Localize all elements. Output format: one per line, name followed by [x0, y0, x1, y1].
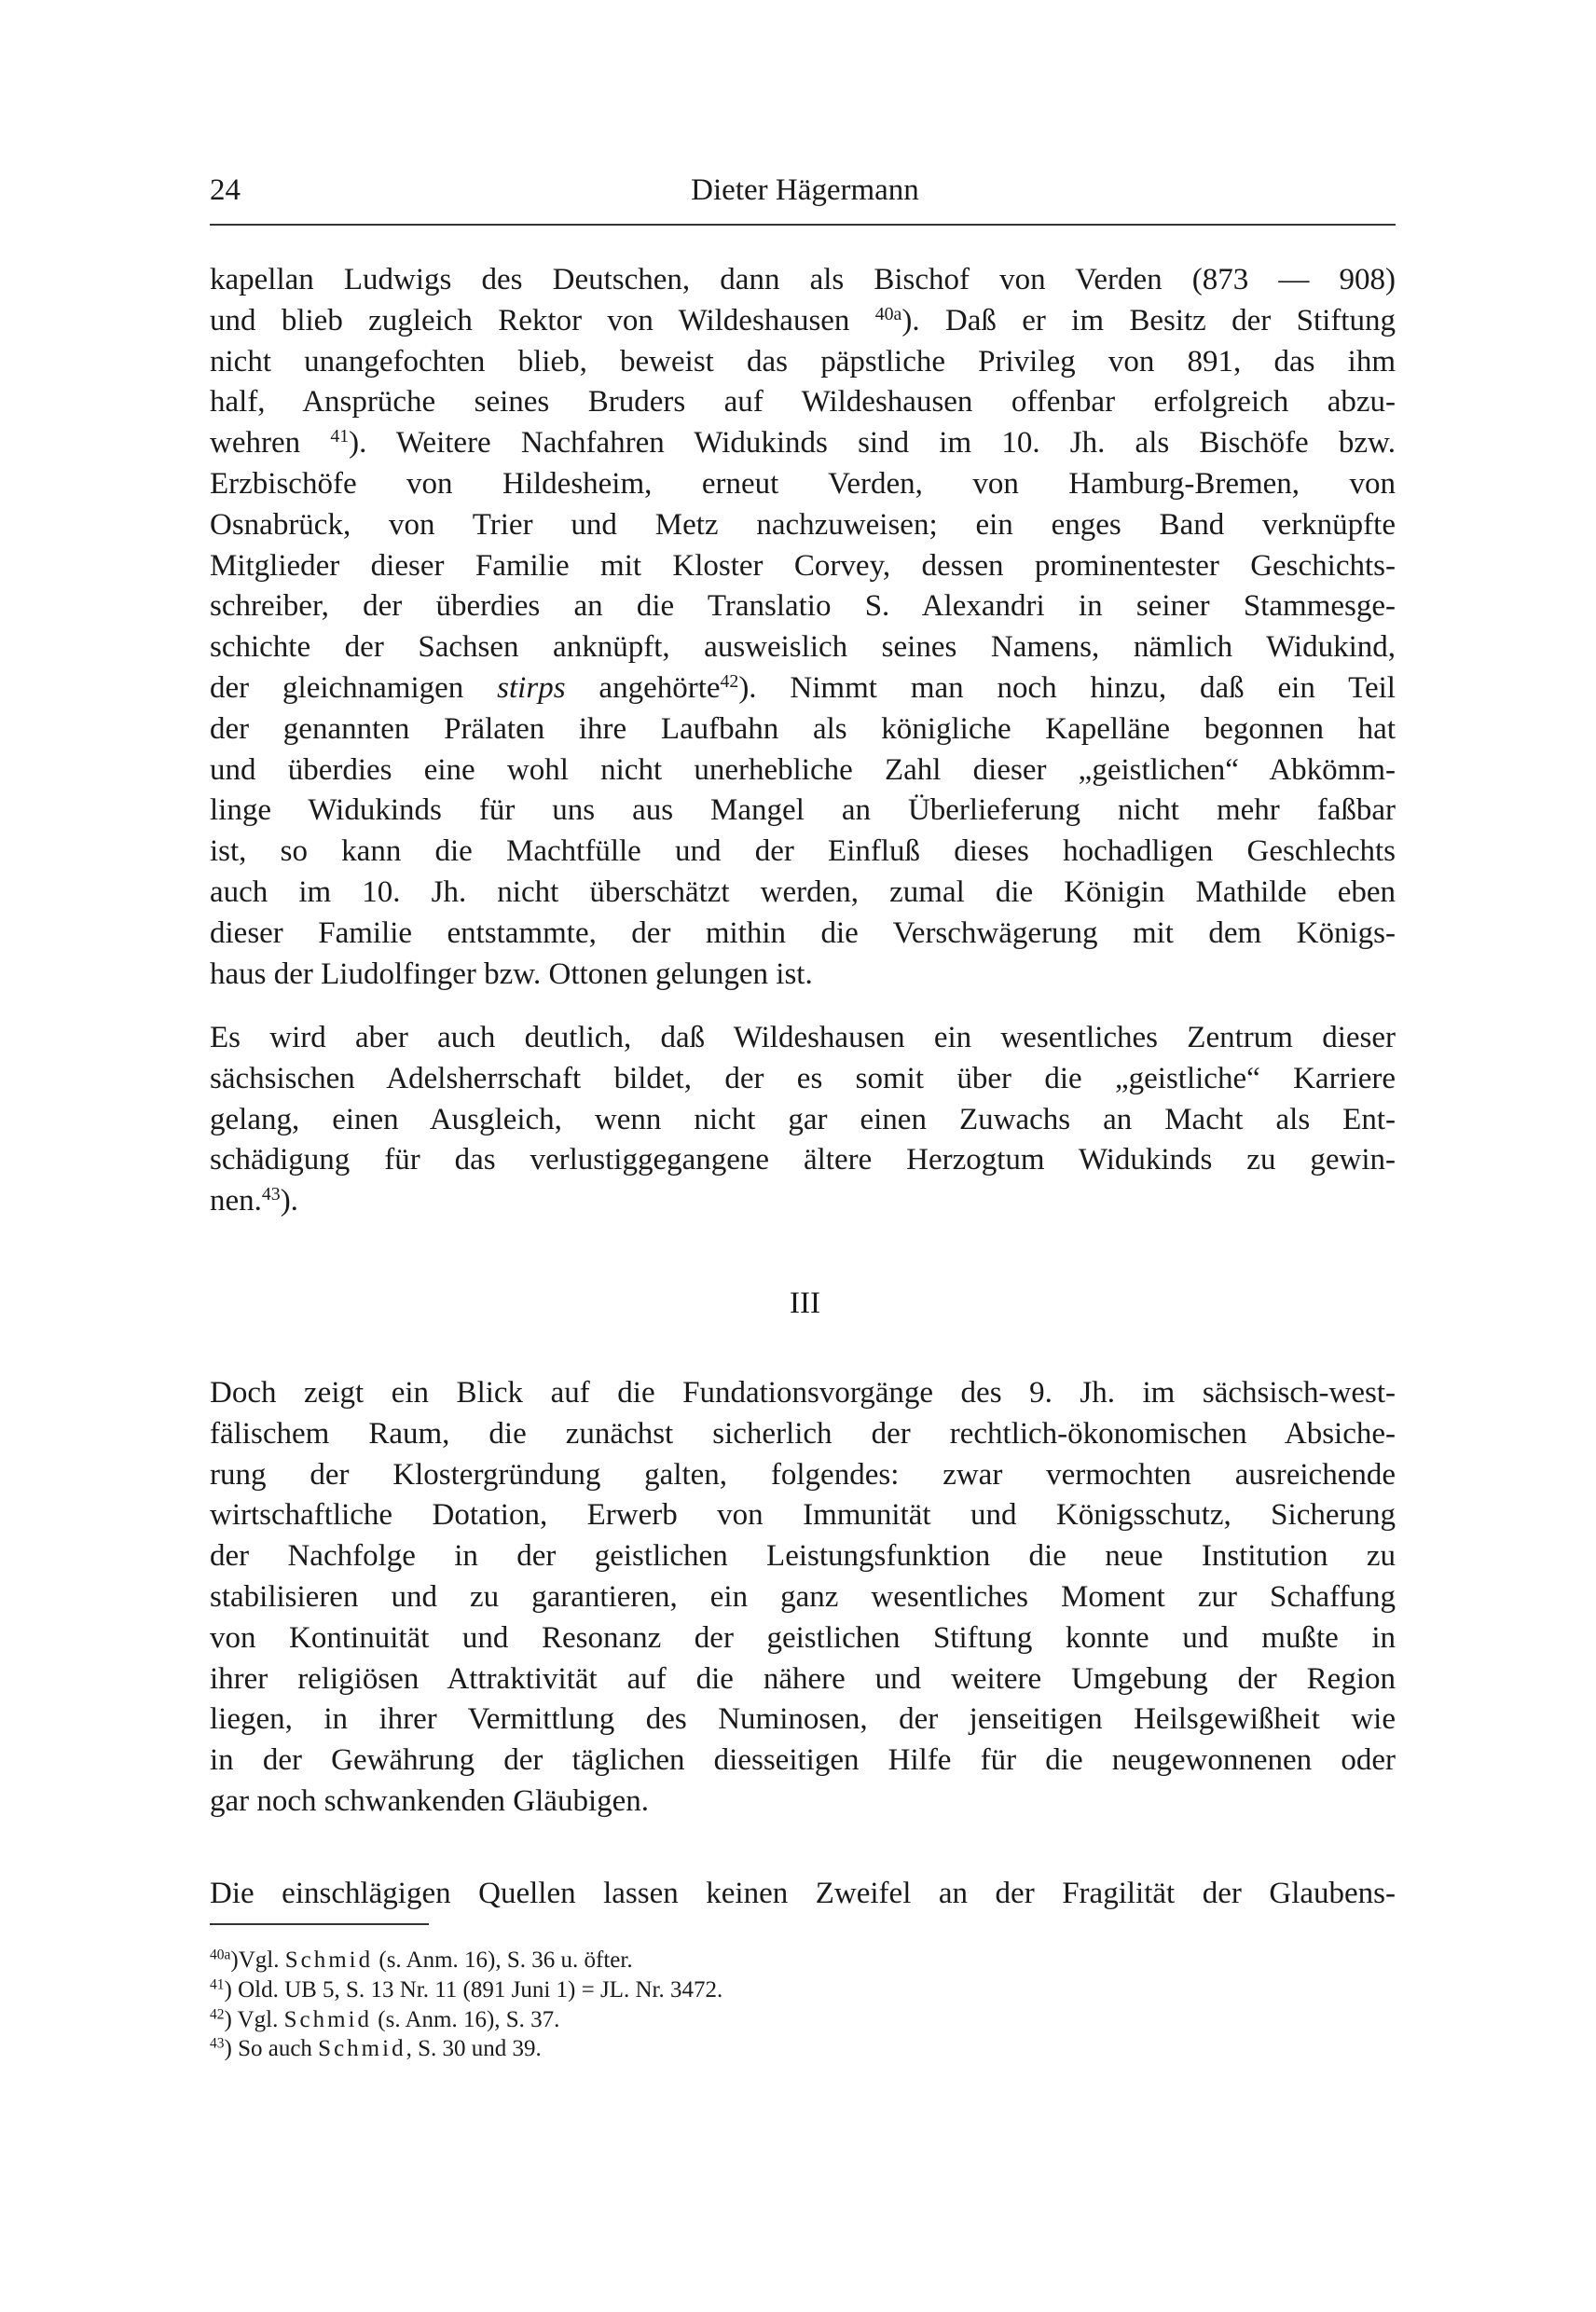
body-paragraph [210, 1373, 1396, 1823]
text-line [210, 750, 1396, 791]
text-run: der genannten Prälaten ihre Laufbahn als königliche Kapelläne begonnen hat [210, 711, 1396, 746]
text-run: Es wird aber auch deutlich, daß Wildeshausen ein wesentliches Zentrum dieser [210, 1021, 1396, 1054]
text-run: ). Nimmt man noch hinzu, daß ein Teil [738, 670, 1396, 705]
footnote [210, 2034, 722, 2064]
author-name: Schmid [318, 2036, 406, 2062]
text-line [210, 1700, 1396, 1741]
text-run: der gleichnamigen [210, 670, 498, 705]
body-paragraph [210, 1874, 1396, 1915]
text-run: gar noch schwankenden Gläubigen. [210, 1783, 650, 1818]
text-run: der Nachfolge in der geistlichen Leistungsfunktion die neue Institution zu [210, 1539, 1396, 1574]
text-run: wehren [210, 426, 331, 461]
text-line [210, 1659, 1396, 1700]
text-run: stabilisieren und zu garantieren, ein ganz wesentliches Moment zur Schaffung [210, 1579, 1396, 1614]
footnote-ref: 42 [210, 2006, 225, 2023]
text-run: ihrer religiösen Attraktivität auf die nähere und weitere Umgebung der Region [210, 1661, 1396, 1696]
text-line [210, 342, 1396, 383]
footnote-ref: 43 [210, 2035, 225, 2052]
text-run: ). Weitere Nachfahren Widukinds sind im 10. Jh. als Bischöfe bzw. [349, 426, 1396, 461]
section-heading: III [790, 1287, 820, 1320]
text-run: haus der Liudolfinger bzw. Ottonen gelungen ist. [210, 956, 813, 991]
text-line [210, 1181, 1396, 1222]
text-run: gelang, einen Ausgleich, wenn nicht gar einen Zuwachs an Macht als Ent- [210, 1102, 1396, 1136]
text-run: Mitglieder dieser Familie mit Kloster Corvey, dessen prominentester Geschichts- [210, 548, 1396, 583]
text-run: nicht unangefochten blieb, beweist das päpstliche Privileg von 891, das ihm [210, 344, 1396, 378]
italic-term: stirps [497, 670, 566, 705]
text-run: wirtschaftliche Dotation, Erwerb von Immunität und Königsschutz, Sicherung [210, 1498, 1396, 1533]
text-line [210, 627, 1396, 668]
text-run: auch im 10. Jh. nicht überschätzt werden, zumal die Königin Mathilde eben [210, 874, 1396, 909]
text-line [210, 423, 1396, 464]
header-rule [210, 224, 1396, 226]
text-line [210, 1059, 1396, 1100]
text-line [210, 464, 1396, 505]
text-line [210, 1414, 1396, 1455]
footnote [210, 1975, 722, 2005]
body-paragraph [210, 1018, 1396, 1222]
page-number: 24 [210, 173, 241, 207]
text-run: )Vgl. [230, 1947, 285, 1973]
text-line [210, 1577, 1396, 1618]
text-run: kapellan Ludwigs des Deutschen, dann als Bischof von Verden (873 — 908) [210, 263, 1396, 296]
text-line [210, 1618, 1396, 1659]
text-line [210, 1536, 1396, 1577]
text-run: (s. Anm. 16), S. 37. [372, 2006, 560, 2032]
text-line [210, 505, 1396, 546]
text-line [210, 873, 1396, 914]
text-run: ). Daß er im Besitz der Stiftung [901, 303, 1396, 337]
text-run: Doch zeigt ein Blick auf die Fundationsvorgänge des 9. Jh. im sächsisch-west- [210, 1376, 1396, 1410]
text-line [210, 301, 1396, 342]
author-name: Schmid [284, 1947, 374, 1973]
text-run: , S. 30 und 39. [406, 2036, 542, 2062]
text-run: Erzbischöfe von Hildesheim, erneut Verden, von Hamburg-Bremen, von [210, 466, 1396, 501]
footnote-ref: 42 [720, 671, 739, 693]
footnotes [210, 1946, 722, 2064]
footnote-rule [210, 1923, 429, 1925]
text-run: (s. Anm. 16), S. 36 u. öfter. [373, 1947, 633, 1973]
text-run: ). [280, 1184, 298, 1218]
body-paragraph [210, 260, 1396, 995]
text-run: nen. [210, 1184, 262, 1218]
text-run: rung der Klostergründung galten, folgendes: zwar vermochten ausreichende [210, 1457, 1396, 1492]
footnote-ref: 40a [210, 1947, 231, 1963]
text-run: schichte der Sachsen anknüpft, ausweislich seines Namens, nämlich Widukind, [210, 630, 1396, 665]
text-run: in der Gewährung der täglichen diesseitigen Hilfe für die neugewonnenen oder [210, 1743, 1396, 1778]
text-run: liegen, in ihrer Vermittlung des Numinosen, der jenseitigen Heilsgewißheit wie [210, 1702, 1396, 1737]
text-line [210, 1100, 1396, 1141]
text-run: schädigung für das verlustiggegangene ältere Herzogtum Widukinds zu gewin- [210, 1143, 1396, 1177]
text-run: ist, so kann die Machtfülle und der Einfluß dieses hochadligen Geschlechts [210, 834, 1396, 869]
text-line [210, 546, 1396, 587]
footnote-ref: 41 [330, 426, 350, 447]
text-line [210, 1782, 1396, 1823]
text-line [210, 914, 1396, 955]
text-run: von Kontinuität und Resonanz der geistlichen Stiftung konnte und mußte in [210, 1620, 1396, 1655]
text-line [210, 1874, 1396, 1915]
text-line [210, 1018, 1396, 1059]
text-run: angehörte [565, 670, 721, 705]
text-line [210, 955, 1396, 996]
text-line [210, 1495, 1396, 1536]
text-run: Osnabrück, von Trier und Metz nachzuweisen; ein enges Band verknüpfte [210, 507, 1396, 542]
text-line [210, 1741, 1396, 1782]
text-run: sächsischen Adelsherrschaft bildet, der es somit über die „geistliche“ Karriere [210, 1061, 1396, 1095]
text-run: half, Ansprüche seines Bruders auf Wildeshausen offenbar erfolgreich abzu- [210, 385, 1396, 420]
text-run: ) Vgl. [224, 2006, 284, 2032]
text-run: und blieb zugleich Rektor von Wildeshausen [210, 303, 875, 337]
text-line [210, 1373, 1396, 1414]
footnote [210, 1946, 722, 1975]
text-run: linge Widukinds für uns aus Mangel an Überlieferung nicht mehr faßbar [210, 793, 1396, 828]
text-line [210, 832, 1396, 873]
text-run: ) So auch [224, 2036, 319, 2062]
text-run: fälischem Raum, die zunächst sicherlich der rechtlich-ökonomischen Absiche- [210, 1416, 1396, 1451]
text-run: und überdies eine wohl nicht unerhebliche Zahl dieser „geistlichen“ Abkömm- [210, 752, 1396, 787]
text-line [210, 382, 1396, 423]
footnote-ref: 40a [874, 303, 902, 324]
footnote [210, 2005, 722, 2035]
text-line [210, 709, 1396, 750]
text-line [210, 260, 1396, 301]
text-line [210, 1140, 1396, 1181]
text-run: Die einschlägigen Quellen lassen keinen Zweifel an der Fragilität der Glaubens- [210, 1877, 1396, 1910]
text-line [210, 1455, 1396, 1496]
text-line [210, 668, 1396, 709]
text-line [210, 791, 1396, 832]
text-run: ) Old. UB 5, S. 13 Nr. 11 (891 Juni 1) = JL. Nr. 3472. [224, 1976, 723, 2002]
footnote-ref: 43 [261, 1184, 281, 1205]
text-line [210, 586, 1396, 627]
author-name: Schmid [283, 2006, 373, 2032]
text-run: schreiber, der überdies an die Translatio S. Alexandri in seiner Stammesge- [210, 589, 1396, 624]
text-run: dieser Familie entstammte, der mithin die Verschwägerung mit dem Königs- [210, 915, 1396, 950]
running-head: Dieter Hägermann [691, 173, 919, 207]
footnote-ref: 41 [210, 1976, 225, 1993]
